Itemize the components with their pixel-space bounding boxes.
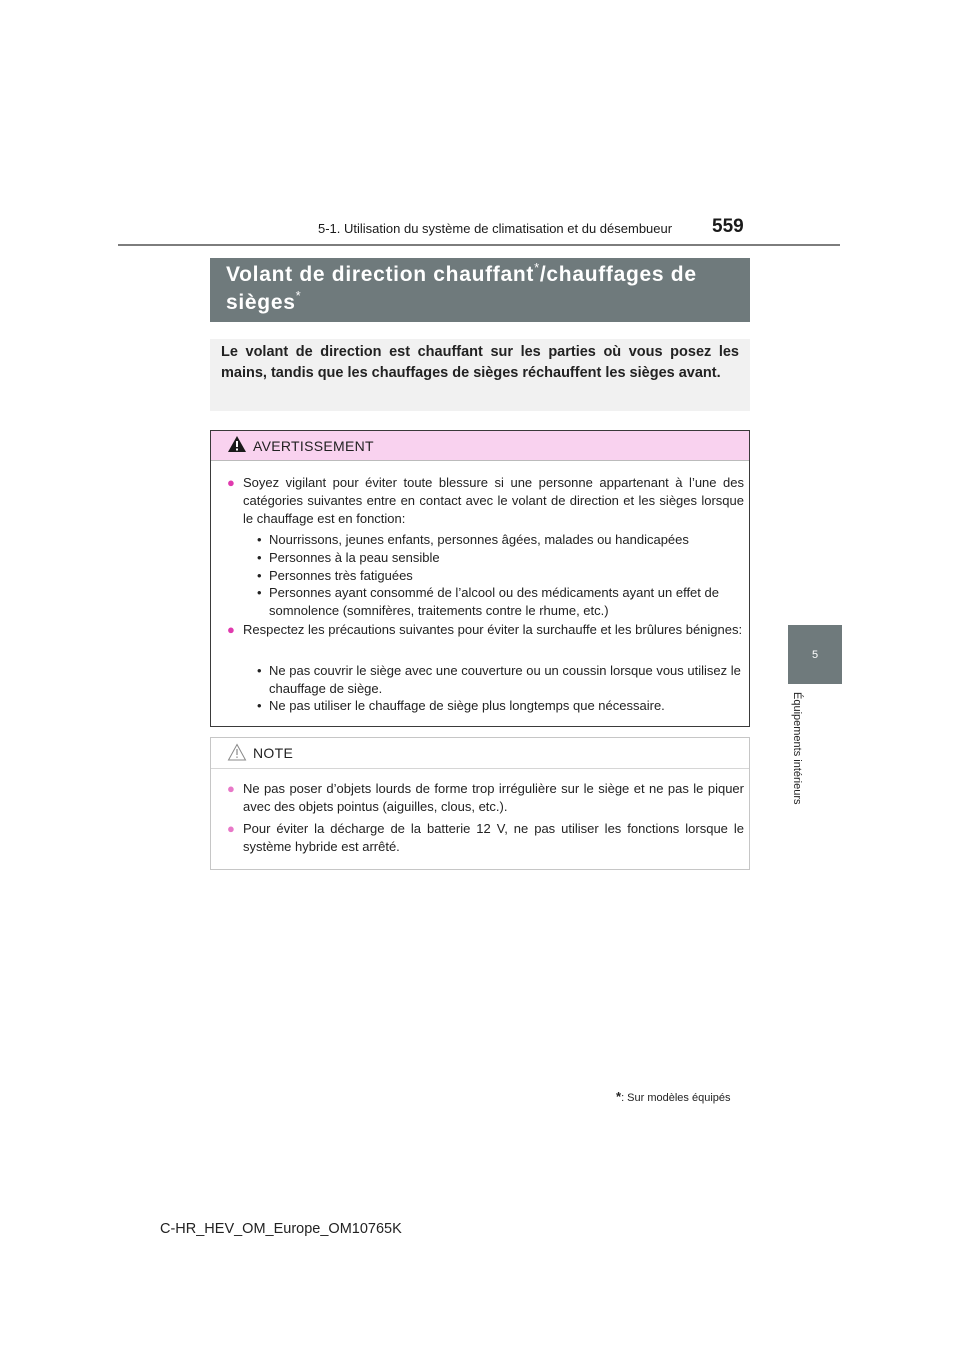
warning-item-text: Respectez les précautions suivantes pour éviter la surchauffe et les brûlures bénignes: [243,622,743,637]
warning-item-text: Soyez vigilant pour éviter toute blessure si une personne appartenant à l’une des catégories suivantes entre en contact avec le volant de direction et les sièges lorsque le chauffage est en fonction: [243,475,744,526]
title-part-2: /chauffages de sièges [226,263,697,314]
warning-box [210,430,750,727]
dot-icon: • [257,698,262,713]
warning-triangle-icon [227,435,247,453]
footnote [616,1089,750,1103]
warning-subitem: • Personnes ayant consommé de l’alcool ou des médicaments ayant un effet de somnolence (somnifères, traitements contre le rhume, etc.) [257,585,719,618]
dot-icon: • [257,550,262,565]
running-header: 5-1. Utilisation du système de climatisation et du désembueur [318,221,673,236]
footnote-text: : Sur modèles équipés [621,1092,731,1104]
bullet-icon: ● [227,781,235,796]
dot-icon: • [257,532,262,547]
chapter-number: 5 [811,648,819,661]
note-box [210,737,750,870]
section-title [210,258,750,322]
bullet-icon: ● [227,622,235,637]
warning-item [227,474,744,528]
warning-subitem: • Ne pas utiliser le chauffage de siège plus longtemps que nécessaire. [257,698,665,713]
footnote-star: * [616,1089,622,1104]
note-item [227,820,744,856]
page-number: 559 [712,216,744,237]
title-asterisk: * [534,260,540,275]
bullet-icon: ● [227,475,235,490]
caution-triangle-icon [227,743,247,761]
warning-header [211,431,749,461]
note-title: NOTE [253,745,294,761]
warning-subitem: • Nourrissons, jeunes enfants, personnes âgées, malades ou handicapées [257,532,689,547]
dot-icon: • [257,585,262,600]
note-header [211,738,749,769]
warning-title: AVERTISSEMENT [253,438,374,454]
warning-subitem: • Ne pas couvrir le siège avec une couverture ou un coussin lorsque vous utilisez le chauffage de siège. [257,663,741,696]
title-part-1: Volant de direction chauffant [226,263,535,286]
header-rule [118,244,840,246]
footer-document-code: C-HR_HEV_OM_Europe_OM10765K [160,1221,402,1237]
intro-box: Le volant de direction est chauffant sur les parties où vous posez les mains, tandis que les chauffages de sièges réchauffent les sièges avant. [210,339,750,411]
note-item [227,780,744,816]
dot-icon: • [257,663,262,678]
note-item-text: Ne pas poser d’objets lourds de forme trop irrégulière sur le siège et ne pas le piquer avec des objets pointus (aiguilles, clous, etc.). [243,781,744,814]
warning-subitem: • Personnes très fatiguées [257,568,413,583]
chapter-title: Équipements intérieurs [791,692,803,805]
chapter-tab [788,625,842,684]
warning-item [227,621,744,639]
bullet-icon: ● [227,821,235,836]
title-asterisk-2: * [295,288,302,303]
note-item-text: Pour éviter la décharge de la batterie 12 V, ne pas utiliser les fonctions lorsque le système hybride est arrêté. [243,821,744,854]
warning-subitem: • Personnes à la peau sensible [257,550,440,565]
dot-icon: • [257,568,262,583]
